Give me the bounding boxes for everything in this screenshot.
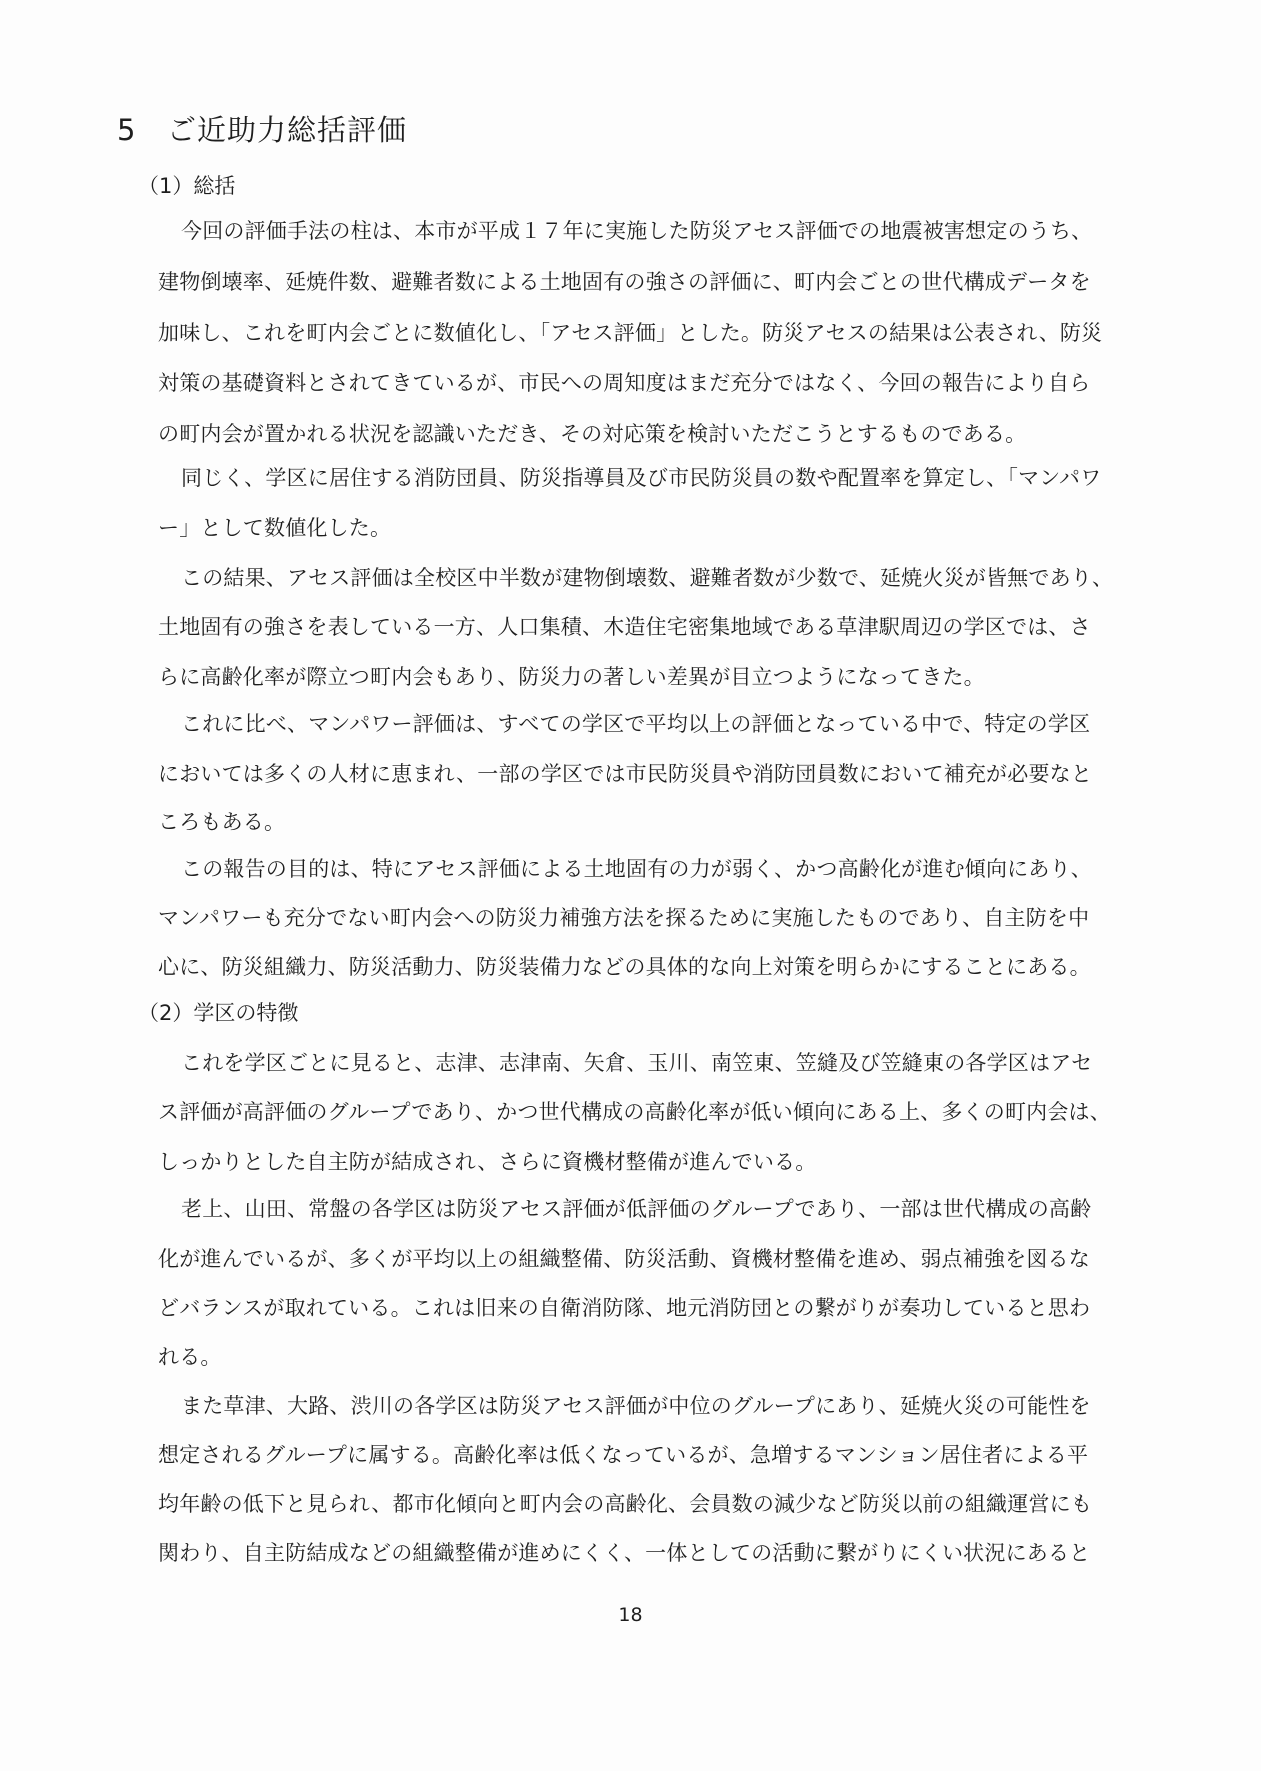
paragraph-line: 同じく、学区に居住する消防団員、防災指導員及び市民防災員の数や配置率を算定し、「マンパワ bbox=[181, 466, 1102, 490]
paragraph-line: においては多くの人材に恵まれ、一部の学区では市民防災員や消防団員数において補充が必要なと bbox=[158, 762, 1093, 786]
section-title: ご近助力総括評価 bbox=[167, 113, 408, 147]
paragraph-line: 関わり、自主防結成などの組織整備が進めにくく、一体としての活動に繋がりにくい状況にあると bbox=[158, 1541, 1091, 1565]
paragraph-line: 老上、山田、常盤の各学区は防災アセス評価が低評価のグループであり、一部は世代構成の高齢 bbox=[181, 1197, 1092, 1221]
paragraph-line: 想定されるグループに属する。高齢化率は低くなっているが、急増するマンション居住者による平 bbox=[158, 1443, 1089, 1467]
paragraph-line: 均年齢の低下と見られ、都市化傾向と町内会の高齢化、会員数の減少など防災以前の組織運営にも bbox=[158, 1492, 1093, 1516]
paragraph-line: マンパワーも充分でない町内会への防災力補強方法を探るために実施したものであり、自主防を中 bbox=[158, 906, 1090, 930]
paragraph-line: 建物倒壊率、延焼件数、避難者数による土地固有の強さの評価に、町内会ごとの世代構成データを bbox=[158, 270, 1091, 294]
paragraph-line: これを学区ごとに見ると、志津、志津南、矢倉、玉川、南笠東、笠縫及び笠縫東の各学区はアセ bbox=[181, 1051, 1093, 1075]
subsection-heading-district-features: （2）学区の特徴 bbox=[138, 1001, 299, 1025]
paragraph-line: らに高齢化率が際立つ町内会もあり、防災力の著しい差異が目立つようになってきた。 bbox=[158, 665, 985, 689]
paragraph-line: の町内会が置かれる状況を認識いただき、その対応策を検討いただこうとするものである。 bbox=[158, 422, 1027, 446]
subsection-heading-summary: （1）総括 bbox=[138, 174, 236, 198]
paragraph-line: ころもある。 bbox=[158, 810, 286, 834]
paragraph-line: ス評価が高評価のグループであり、かつ世代構成の高齢化率が低い傾向にある上、多くの町内会は、 bbox=[158, 1100, 1111, 1124]
paragraph-line: ー」として数値化した。 bbox=[158, 516, 392, 540]
paragraph-line: れる。 bbox=[158, 1345, 222, 1369]
paragraph-line: この結果、アセス評価は全校区中半数が建物倒壊数、避難者数が少数で、延焼火災が皆無であり、 bbox=[181, 566, 1114, 590]
paragraph-line: この報告の目的は、特にアセス評価による土地固有の力が弱く、かつ高齢化が進む傾向にあり、 bbox=[181, 857, 1092, 881]
paragraph-line: 加味し、これを町内会ごとに数値化し、「アセス評価」とした。防災アセスの結果は公表され、防災 bbox=[158, 321, 1103, 345]
section-heading bbox=[117, 108, 407, 149]
paragraph-line: 土地固有の強さを表している一方、人口集積、木造住宅密集地域である草津駅周辺の学区では、さ bbox=[158, 615, 1091, 639]
paragraph-line: また草津、大路、渋川の各学区は防災アセス評価が中位のグループにあり、延焼火災の可能性を bbox=[181, 1394, 1091, 1418]
page-number: 18 bbox=[618, 1604, 643, 1626]
paragraph-line: 今回の評価手法の柱は、本市が平成１７年に実施した防災アセス評価での地震被害想定のうち、 bbox=[181, 219, 1093, 243]
paragraph-line: 心に、防災組織力、防災活動力、防災装備力などの具体的な向上対策を明らかにすることにある。 bbox=[158, 955, 1091, 979]
paragraph-line: 化が進んでいるが、多くが平均以上の組織整備、防災活動、資機材整備を進め、弱点補強を図るな bbox=[158, 1247, 1090, 1271]
paragraph-line: 対策の基礎資料とされてきているが、市民への周知度はまだ充分ではなく、今回の報告により自ら bbox=[158, 371, 1091, 395]
paragraph-line: どバランスが取れている。これは旧来の自衛消防隊、地元消防団との繋がりが奏功していると思わ bbox=[158, 1296, 1091, 1320]
section-number: 5 bbox=[117, 113, 137, 147]
paragraph-line: これに比べ、マンパワー評価は、すべての学区で平均以上の評価となっている中で、特定の学区 bbox=[181, 712, 1091, 736]
paragraph-line: しっかりとした自主防が結成され、さらに資機材整備が進んでいる。 bbox=[158, 1150, 817, 1174]
